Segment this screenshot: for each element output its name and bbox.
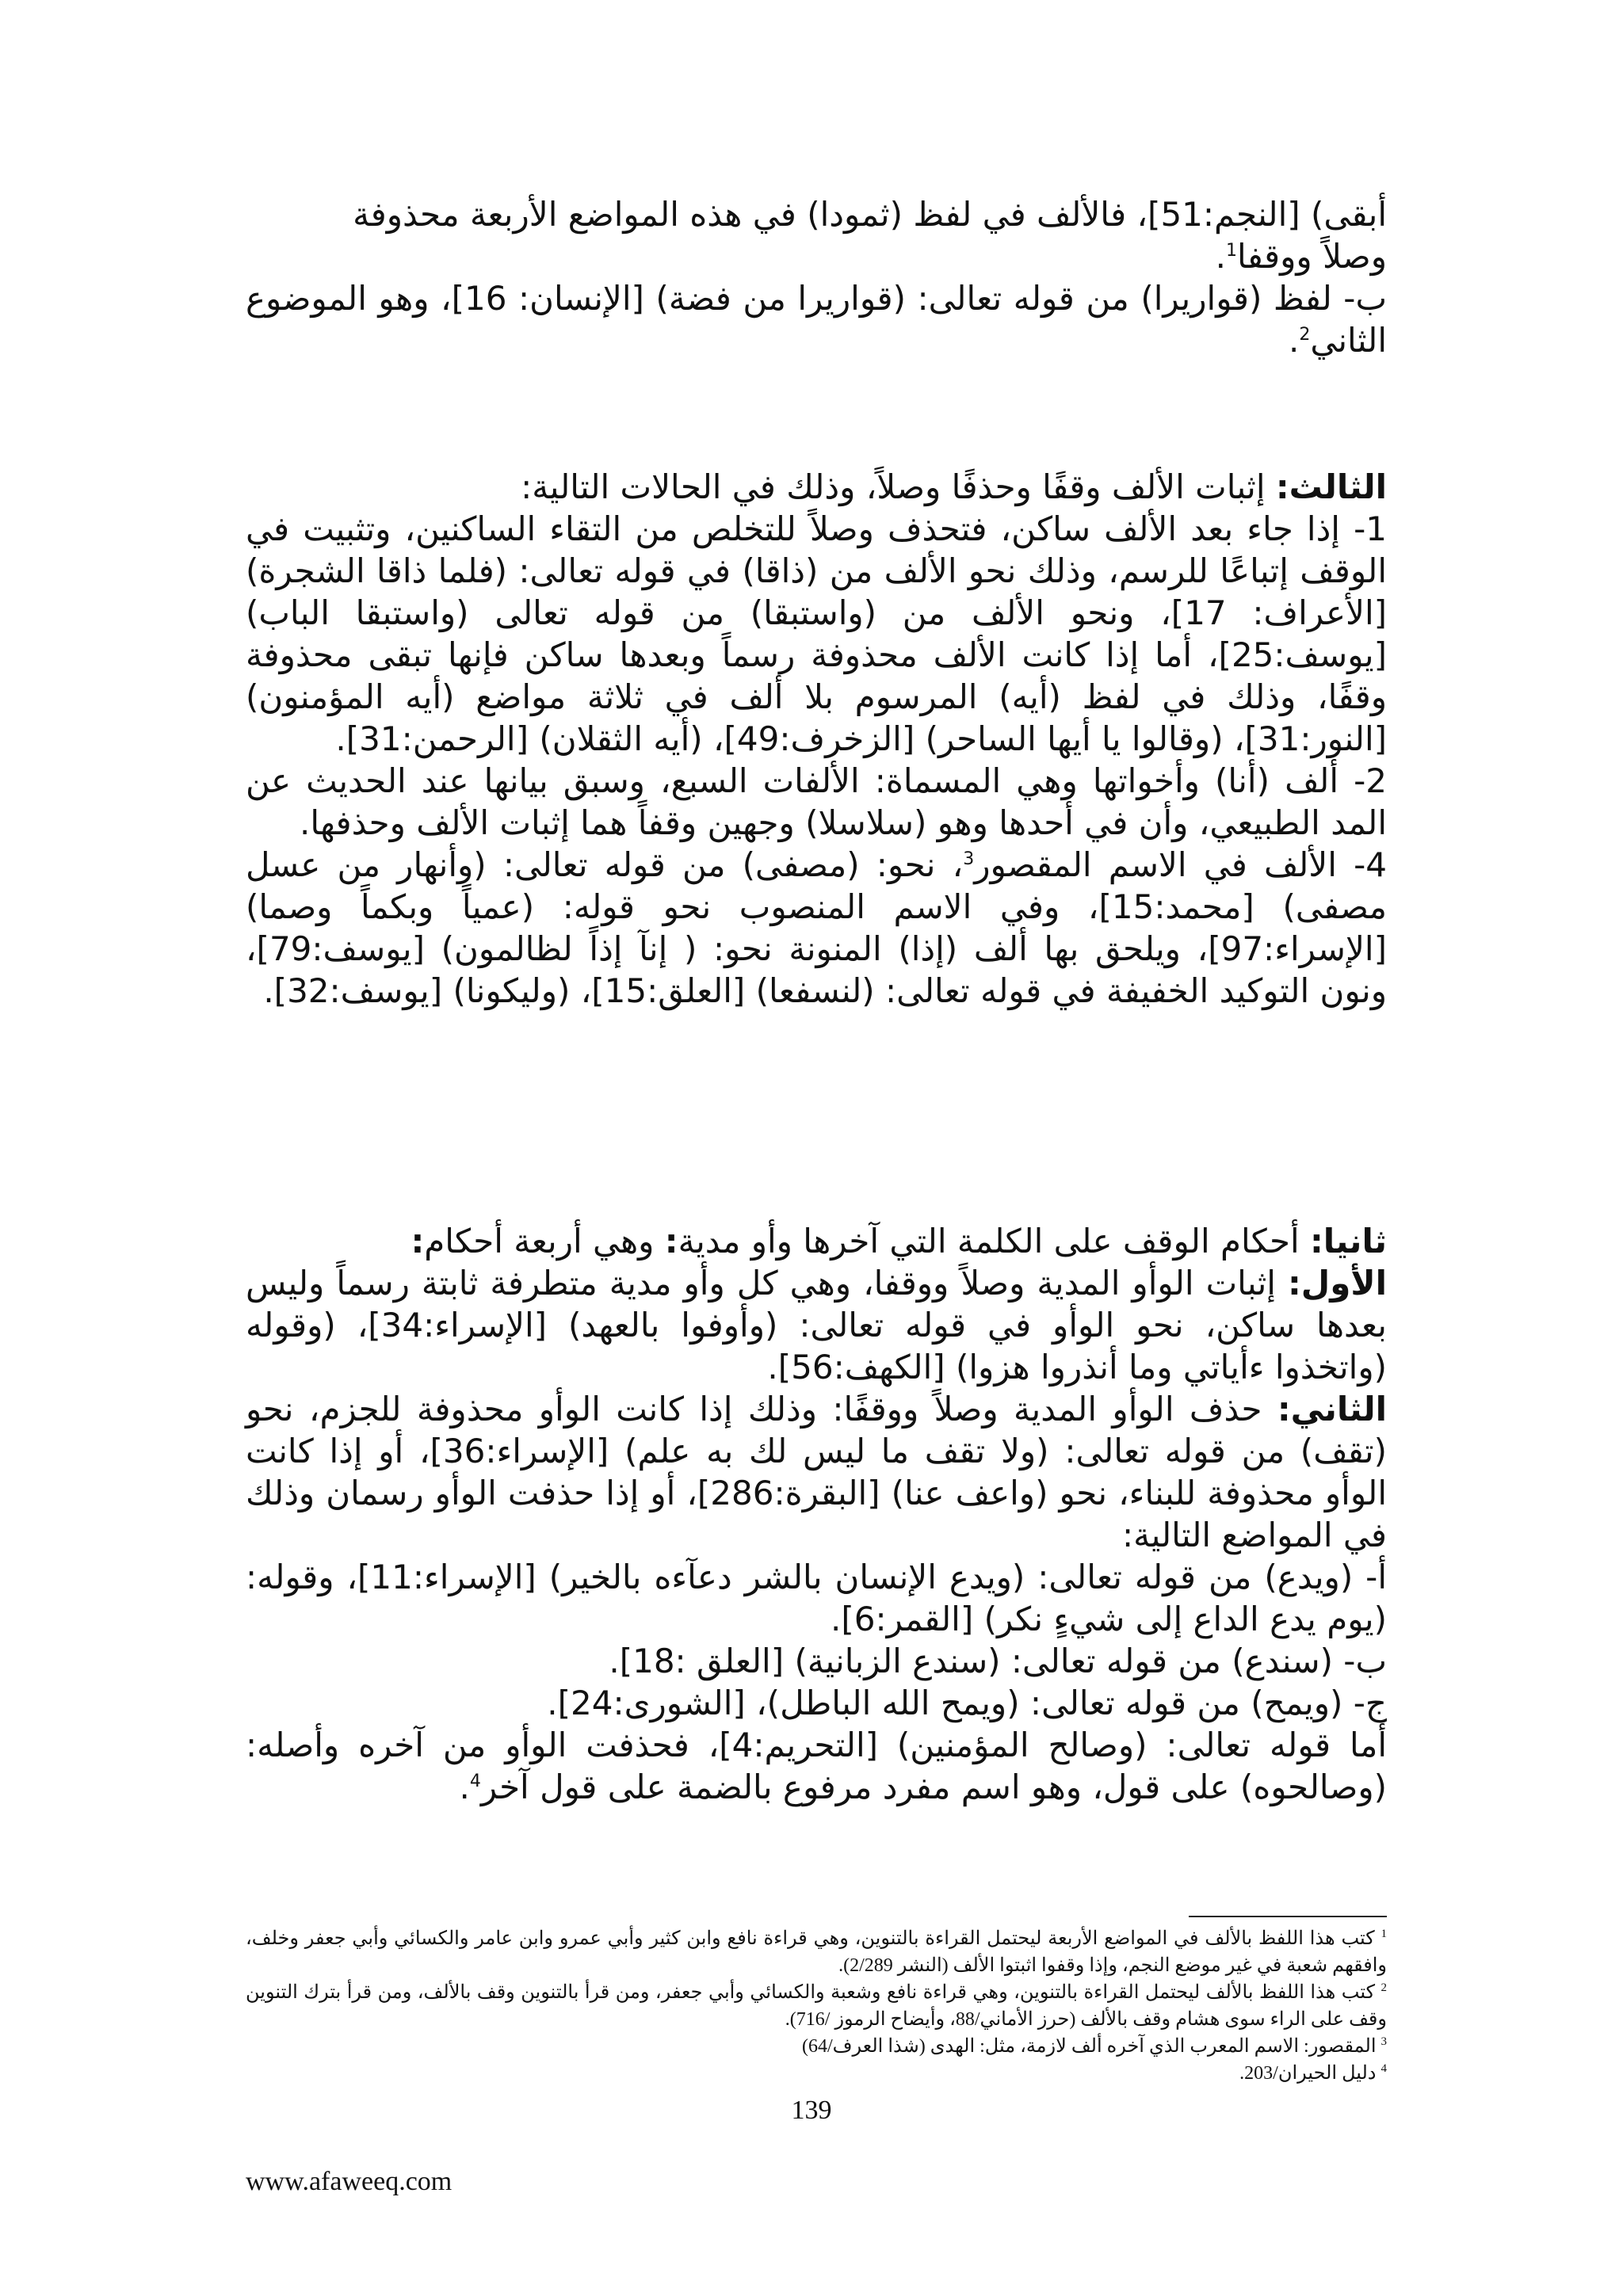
website-url[interactable]: www.afaweeq.com xyxy=(246,2167,453,2196)
footnote: $^1$ كتب هذا اللفظ بالألف في المواضع الأربعة ليحتمل القراءة بالتنوين، وهي قراءة نافع وابن كثير وأبي عمرو وابن عامر والكسائي وأبي جعفر وخلف، وافقهم شعبة في غير موضع النجم، وإذا وقفوا اثبتوا الألف (النشر 2/289). xyxy=(246,1928,1387,1976)
paragraph: الأول: إثبات الوأو المدية وصلاً ووقفا، وهي كل وأو مدية متطرفة ثابتة رسماً وليس بعدها ساكن، نحو الوأو في قوله تعالى: (وأوفوا بالعهد) [الإسراء:34]، (وقوله (واتخذوا ءأياتي وما أنذروا هزوا) [الكهف:56]. xyxy=(246,1264,1387,1386)
footnote-ref[interactable]: 4 xyxy=(469,1772,481,1791)
top-paragraphs xyxy=(246,193,1387,361)
footnote-number: 4 xyxy=(1381,2062,1387,2075)
paragraph: الثاني: حذف الوأو المدية وصلاً ووقفًا: وذلك إذا كانت الوأو محذوفة للجزم، نحو (تقف) من قوله تعالى: (ولا تقف ما ليس لك به علم) [الإسراء:36]، أو إذا كانت الوأو محذوفة للبناء، نحو (واعف عنا) [البقرة:286]، أو إذا حذفت الوأو رسمان وذلك في المواضع التالية: xyxy=(246,1390,1387,1554)
section-heading xyxy=(246,466,1387,508)
paragraph: ب- لفظ (قواريرا) من قوله تعالى: (قواريرا من فضة) [الإنسان: 16]، وهو الموضوع الثاني$^2$. xyxy=(246,279,1388,360)
footnote-number: 1 xyxy=(1381,1928,1387,1940)
paragraph-text: أبقى) [النجم:51]، فالألف في لفظ (ثمودا) في هذه المواضع الأربعة محذوفة xyxy=(353,195,1387,234)
list-item: ب- (سندع) من قوله تعالى: (سندع الزبانية) [العلق :18]. xyxy=(609,1642,1387,1680)
page-number: 139 xyxy=(791,2096,832,2125)
footnotes xyxy=(246,1925,1387,2087)
section-second xyxy=(246,1220,1387,1808)
section-heading: ثانيا: أحكام الوقف على الكلمة التي آخرها وأو مدية: وهي أربعة أحكام: xyxy=(411,1222,1387,1261)
list-item: 1- إذا جاء بعد الألف ساكن، فتحذف وصلاً للتخلص من التقاء الساكنين، وتثبيت في الوقف إتباعًا للرسم، وذلك نحو الألف من (ذاقا) في قوله تعالى: (فلما ذاقا الشجرة) [الأعراف: 17]، ونحو الألف من (واستبقا) من قوله تعالى (واستبقا الباب) [يوسف:25]، أما إذا كانت الألف محذوفة رسماً وبعدها ساكن فإنها تبقى محذوفة وقفًا، وذلك في لفظ (أيه) المرسوم بلا ألف في ثلاثة مواضع (أيه المؤمنون) [النور:31]، (وقالوا يا أيها الساحر) [الزخرف:49]، (أيه الثقلان) [الرحمن:31]. xyxy=(246,509,1388,758)
footnote: $^2$ كتب هذا اللفظ بالألف ليحتمل القراءة بالتنوين، وهي قراءة نافع وشعبة والكسائي وأبي جعفر، ومن قرأ بالتنوين وقف بالألف، ومن قرأ بترك التنوين وقف على الراء سوى هشام وقف بالألف (حرز الأماني/88، وأيضاح الرموز /716). xyxy=(246,1981,1387,2030)
paragraph: أما قوله تعالى: (وصالح المؤمنين) [التحريم:4]، فحذفت الوأو من آخره وأصله: (وصالحوه) على قول، وهو اسم مفرد مرفوع بالضمة على قول آخر$^4$. xyxy=(246,1726,1388,1806)
heading-text: إثبات الألف وقفًا وحذفًا وصلاً، وذلك في الحالات التالية: xyxy=(521,467,1276,506)
footnote: $^3$ المقصور: الاسم المعرب الذي آخره ألف لازمة، مثل: الهدى (شذا العرف/64) xyxy=(801,2035,1387,2057)
footnote-number: 2 xyxy=(1381,1981,1387,1994)
paragraph-text: وصلاً ووقفا xyxy=(1236,237,1387,276)
footnote-ref[interactable]: 2 xyxy=(1299,325,1311,345)
footnote-ref[interactable]: 3 xyxy=(963,849,975,869)
footnote-number: 3 xyxy=(1381,2035,1387,2048)
list-item: 4- الألف في الاسم المقصور$^3$، نحو: (مصفى) من قوله تعالى: (وأنهار من عسل مصفى) [محمد:15]، وفي الاسم المنصوب نحو قوله: (عمياً وبكماً وصما) [الإسراء:97]، ويلحق بها ألف (إذا) المنونة نحو: ( إنآ إذاً لظالمون) [يوسف:79]، ونون التوكيد الخفيفة في قوله تعالى: (لنسفعا) [العلق:15]، (وليكونا) [يوسف:32]. xyxy=(246,845,1387,1010)
paragraph-text: ب- لفظ (قواريرا) من قوله تعالى: (قواريرا من فضة) [الإنسان: 16]، وهو الموضوع الثاني xyxy=(246,279,1388,360)
footnote-divider xyxy=(1189,1916,1387,1917)
list-item: ج- (ويمح) من قوله تعالى: (ويمح الله الباطل)، [الشورى:24]. xyxy=(547,1684,1387,1722)
footnote: $^4$ دليل الحيران/203. xyxy=(1239,2062,1387,2084)
subheading-label: الأول: xyxy=(1287,1264,1387,1302)
list-item: أ- (ويدع) من قوله تعالى: (ويدع الإنسان بالشر دعآءه بالخير) [الإسراء:11]، وقوله: (يوم يدع الداع إلى شيءٍ نكر) [القمر:6]. xyxy=(246,1558,1387,1638)
heading-label: ثانيا: xyxy=(1309,1222,1387,1261)
footnote-ref[interactable]: 1 xyxy=(1225,241,1237,261)
section-third xyxy=(246,466,1387,1012)
heading-label: الثالث: xyxy=(1275,467,1387,506)
subheading-label: الثاني: xyxy=(1277,1390,1387,1428)
paragraph: أبقى) [النجم:51]، فالألف في لفظ (ثمودا) في هذه المواضع الأربعة محذوفة وصلاً ووقفا$^1$. xyxy=(353,195,1387,276)
list-item: 2- ألف (أنا) وأخواتها وهي المسماة: الألفات السبع، وسبق بيانها عند الحديث عن المد الطبيعي، وأن في أحدها وهو (سلاسلا) وجهين وقفاً هما إثبات الألف وحذفها. xyxy=(246,761,1387,842)
